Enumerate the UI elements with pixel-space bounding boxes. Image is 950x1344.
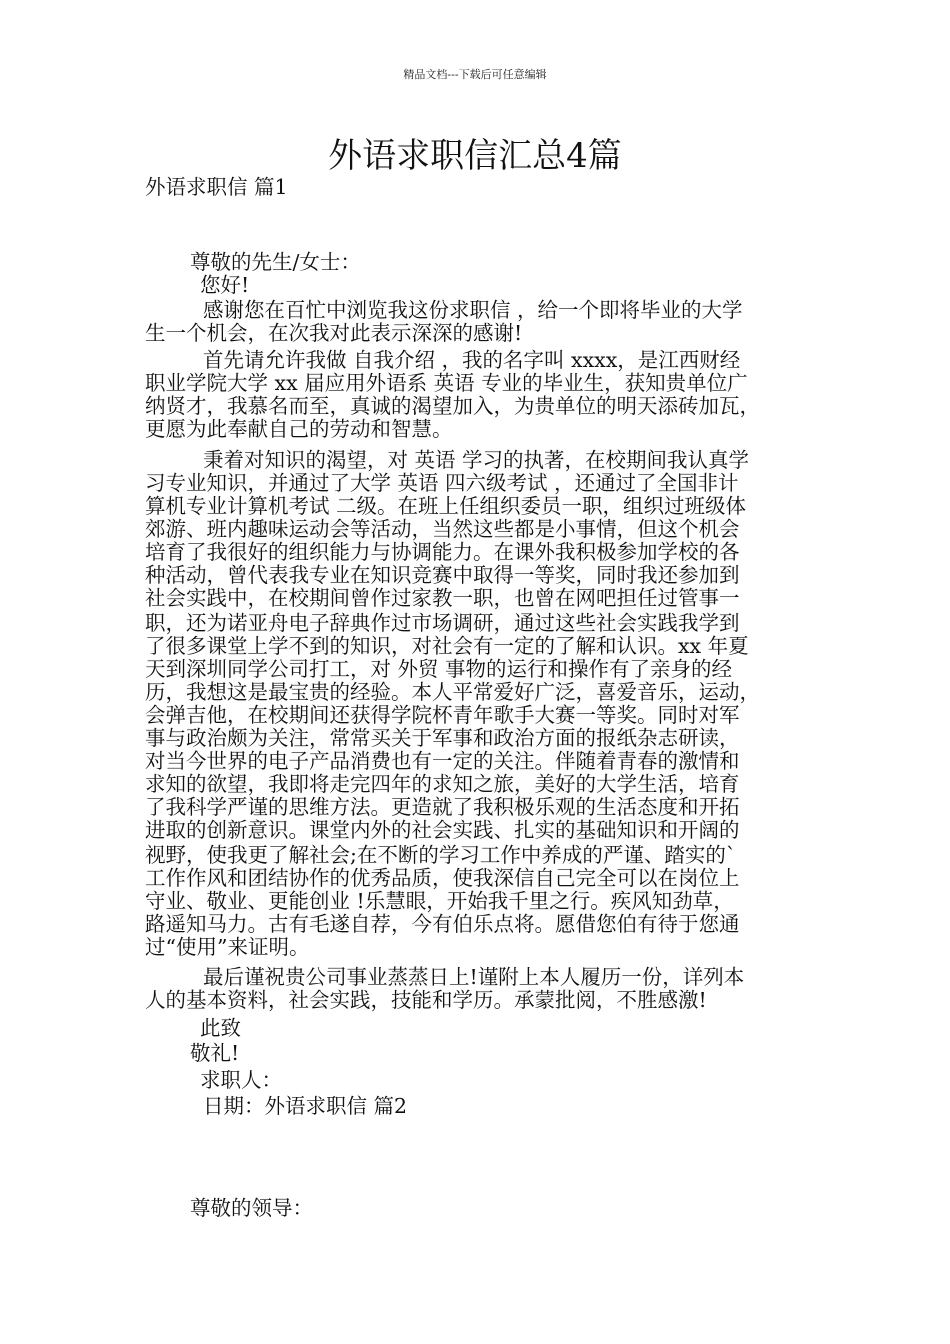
page-header: 精品文档---下载后可任意编辑 bbox=[403, 68, 547, 81]
text-line: 视野，使我更了解社会;在不断的学习工作中养成的严谨、踏实的` bbox=[145, 843, 737, 867]
text-line: 算机专业计算机考试 二级。在班上任组织委员一职，组织过班级体 bbox=[145, 494, 747, 518]
text-line: 最后谨祝贵公司事业蒸蒸日上!谨附上本人履历一份，详列本 bbox=[203, 965, 745, 989]
section-heading-line: 外语求职信 篇1 bbox=[145, 175, 288, 199]
text-line: 守业、敬业、更能创业 !乐慧眼，开始我千里之行。疾风知劲草， bbox=[145, 889, 734, 913]
text-line: 了很多课堂上学不到的知识，对社会有一定的了解和认识。xx 年夏 bbox=[145, 634, 749, 658]
text-line: 人的基本资料，社会实践，技能和学历。承蒙批阅，不胜感激! bbox=[145, 988, 707, 1012]
text-line: 社会实践中，在校期间曾作过家教一职，也曾在网吧担任过管事一 bbox=[145, 586, 740, 610]
text-line: 对当今世界的电子产品消费也有一定的关注。伴随着青春的激情和 bbox=[145, 749, 740, 773]
text-line: 种活动，曾代表我专业在知识竞赛中取得一等奖，同时我还参加到 bbox=[145, 563, 740, 587]
text-line: 路遥知马力。古有毛遂自荐，今有伯乐点将。愿借您伯有待于您通 bbox=[145, 912, 740, 936]
text-line: 工作作风和团结协作的优秀品质，使我深信自己完全可以在岗位上 bbox=[145, 866, 740, 890]
text-line: 历，我想这是最宝贵的经验。本人平常爱好广泛，喜爱音乐，运动， bbox=[145, 680, 760, 704]
text-line: 感谢您在百忙中浏览我这份求职信 ，给一个即将毕业的大学 bbox=[203, 298, 743, 322]
text-line: 秉着对知识的渴望，对 英语 学习的执著，在校期间我认真学 bbox=[203, 448, 750, 472]
text-line: 郊游、班内趣味运动会等活动，当然这些都是小事情，但这个机会 bbox=[145, 517, 740, 541]
section-heading-line: 日期：外语求职信 篇2 bbox=[203, 1094, 408, 1118]
text-line: 了我科学严谨的思维方法。更造就了我积极乐观的生活态度和开拓 bbox=[145, 795, 740, 819]
text-line: 此致 bbox=[200, 1016, 241, 1040]
text-line: 进取的创新意识。课堂内外的社会实践、扎实的基础知识和开阔的 bbox=[145, 818, 740, 842]
text-line: 生一个机会，在次我对此表示深深的感谢! bbox=[145, 321, 523, 345]
text-line: 培育了我很好的组织能力与协调能力。在课外我积极参加学校的各 bbox=[145, 540, 740, 564]
text-line: 首先请允许我做 自我介绍 ，我的名字叫 xxxx，是江西财经 bbox=[203, 348, 741, 372]
text-line: 会弹吉他，在校期间还获得学院杯青年歌手大赛一等奖。同时对军 bbox=[145, 703, 740, 727]
text-line: 尊敬的领导： bbox=[190, 1196, 313, 1220]
text-line: 求知的欲望，我即将走完四年的求知之旅，美好的大学生活，培育 bbox=[145, 772, 740, 796]
text-line: 您好! bbox=[200, 273, 250, 297]
text-line: 求职人： bbox=[200, 1068, 282, 1092]
text-line: 尊敬的先生/女士： bbox=[190, 250, 361, 274]
text-line: 更愿为此奉献自己的劳动和智慧。 bbox=[145, 417, 453, 441]
text-line: 天到深圳同学公司打工，对 外贸 事物的运行和操作有了亲身的经 bbox=[145, 657, 733, 681]
document-title: 外语求职信汇总4篇 bbox=[328, 136, 622, 176]
text-line: 过“使用”来证明。 bbox=[145, 935, 310, 959]
text-line: 职业学院大学 xx 届应用外语系 英语 专业的毕业生，获知贵单位广 bbox=[145, 371, 748, 395]
text-line: 习专业知识，并通过了大学 英语 四六级考试 ，还通过了全国非计 bbox=[145, 471, 739, 495]
text-line: 纳贤才，我慕名而至，真诚的渴望加入，为贵单位的明天添砖加瓦， bbox=[145, 394, 760, 418]
text-line: 敬礼! bbox=[190, 1041, 240, 1065]
text-line: 职，还为诺亚舟电子辞典作过市场调研，通过这些社会实践我学到 bbox=[145, 611, 740, 635]
text-line: 事与政治颇为关注，常常买关于军事和政治方面的报纸杂志研读， bbox=[145, 726, 740, 750]
